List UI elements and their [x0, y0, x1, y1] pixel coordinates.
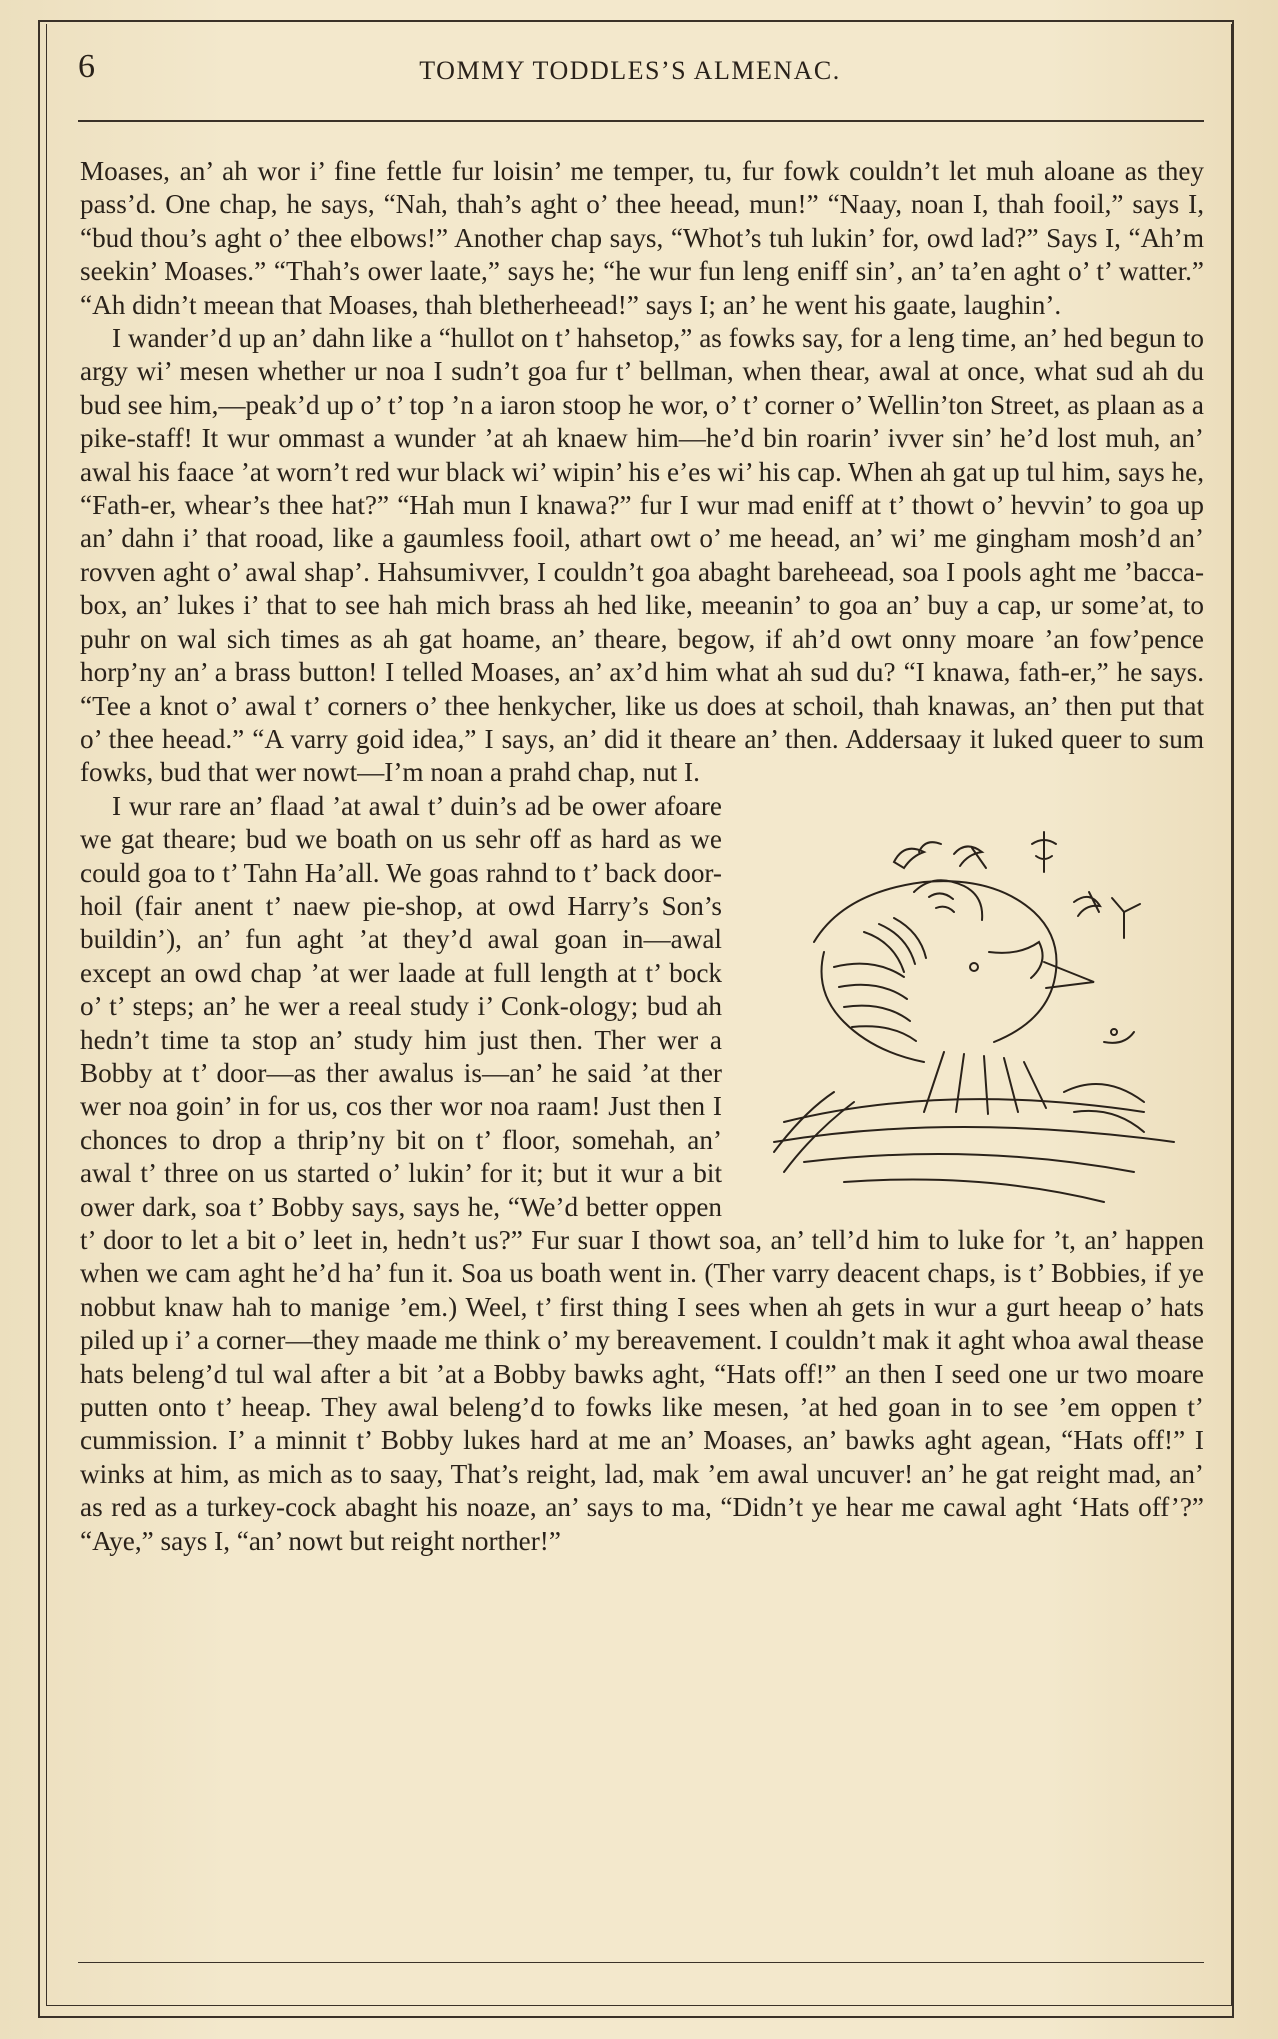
body-text — [80, 155, 1204, 1558]
header-rule — [78, 120, 1204, 122]
bird-on-nest-engraving-icon — [744, 792, 1204, 1222]
paragraph: I wur rare an’ flaad ’at awal t’ duin’s ad be ower afoare we gat theare; bud we boath on us sehr off as hard as we could goa to t’ Tahn Ha’all. We goas rahnd to t’ back door-hoil (fair anent t’ naew pie-shop, at owd Harry’s Son’s buildin’), an’ fun aght ’at they’d awal goan in—awal except an owd chap ’at wer laade at full length at t’ bock o’ t’ steps; an’ he wer a reeal study i’ Conk-ology; bud ah hedn’t time ta stop an’ study him just then. Ther wer a Bobby at t’ door—as ther awalus is—an’ he said ’at ther wer noa goin’ in for us, cos ther wor noa raam! Just then I chonces to drop a thrip’ny bit on t’ floor, somehah, an’ awal t’ three on us started o’ lukin’ for it; but it wur a bit ower dark, soa t’ Bobby says, says he, “We’d better oppen t’ door to let a bit o’ leet in, hedn’t us?” Fur suar I thowt soa, an’ tell’d him to luke for ’t, an’ happen when we cam aght he’d ha’ fun it. Soa us boath went in. (Ther varry deacent chaps, is t’ Bobbies, if ye nobbut knaw hah to manige ’em.) Weel, t’ first thing I sees when ah gets in wur a gurt heeap o’ hats piled up i’ a corner—they maade me think o’ my bereavement. I couldn’t mak it aght whoa awal thease hats beleng’d tul wal after a bit ’at a Bobby bawks aght, “Hats off!” an then I seed one ur two moare putten onto t’ heeap. They awal beleng’d to fowks like mesen, ’at hed goan in to see ’em oppen t’ cummission. I’ a minnit t’ Bobby lukes hard at me an’ Moases, an’ bawks aght agean, “Hats off!” I winks at him, as mich as to saay, That’s reight, lad, mak ’em awal uncuver! an’ he gat reight mad, an’ as red as a turkey-cock abaght his noaze, an’ says to ma, “Didn’t ye hear me cawal aght ‘Hats off’?” “Aye,” says I, “an’ nowt but reight norther!” — [80, 790, 1204, 1556]
footer-rule — [78, 1962, 1204, 1963]
running-title: TOMMY TODDLES’S ALMENAC. — [419, 56, 841, 85]
paragraph: Moases, an’ ah wor i’ fine fettle fur loisin’ me temper, tu, fur fowk couldn’t let muh aloane as they pass’d. One chap, he says, “Nah, thah’s aght o’ thee heead, mun!” “Naay, noan I, thah fooil,” says I, “bud thou’s aght o’ thee elbows!” Another chap says, “Whot’s tuh lukin’ for, owd lad?” Says I, “Ah’m seekin’ Moases.” “Thah’s ower laate,” says he; “he wur fun leng eniff sin’, an’ ta’en aght o’ t’ watter.” “Ah didn’t meean that Moases, thah bletherheead!” says I; an’ he went his gaate, laughin’. — [80, 156, 1204, 320]
paragraph: I wander’d up an’ dahn like a “hullot on t’ hahsetop,” as fowks say, for a leng time, an’ hed begun to argy wi’ mesen whether ur noa I sudn’t goa fur t’ bellman, when thear, awal at once, what sud ah du bud see him,—peak’d up o’ t’ top ’n a iaron stoop he wor, o’ t’ corner o’ Wellin’ton Street, as plaan as a pike-staff! It wur ommast a wunder ’at ah knaew him—he’d bin roarin’ ivver sin’ he’d lost muh, an’ awal his faace ’at worn’t red wur black wi’ wipin’ his e’es wi’ his cap. When ah gat up tul him, says he, “Fath-er, whear’s thee hat?” “Hah mun I knawa?” fur I wur mad eniff at t’ thowt o’ hevvin’ to goa up an’ dahn i’ that rooad, like a gaumless fooil, athart owt o’ me heead, an’ wi’ me gingham mosh’d an’ rovven aght o’ awal shap’. Hahsumivver, I couldn’t goa abaght bareheead, soa I pools aght me ’bacca-box, an’ lukes i’ that to see hah mich brass ah hed like, meeanin’ to goa an’ buy a cap, ur some’at, to puhr on wal sich times as ah gat hoame, an’ theare, begow, if ah’d owt onny moare ’an fow’pence horp’ny an’ a brass button! I telled Moases, an’ ax’d him what ah sud du? “I knawa, fath-er,” he says. “Tee a knot o’ awal t’ corners o’ thee henkycher, like us does at schoil, thah knawas, an’ then put that o’ thee heead.” “A varry goid idea,” I says, an’ did it theare an’ then. Addersaay it luked queer to sum fowks, bud that wer nowt—I’m noan a prahd chap, nut I. — [80, 323, 1204, 788]
page-number: 6 — [78, 48, 95, 85]
